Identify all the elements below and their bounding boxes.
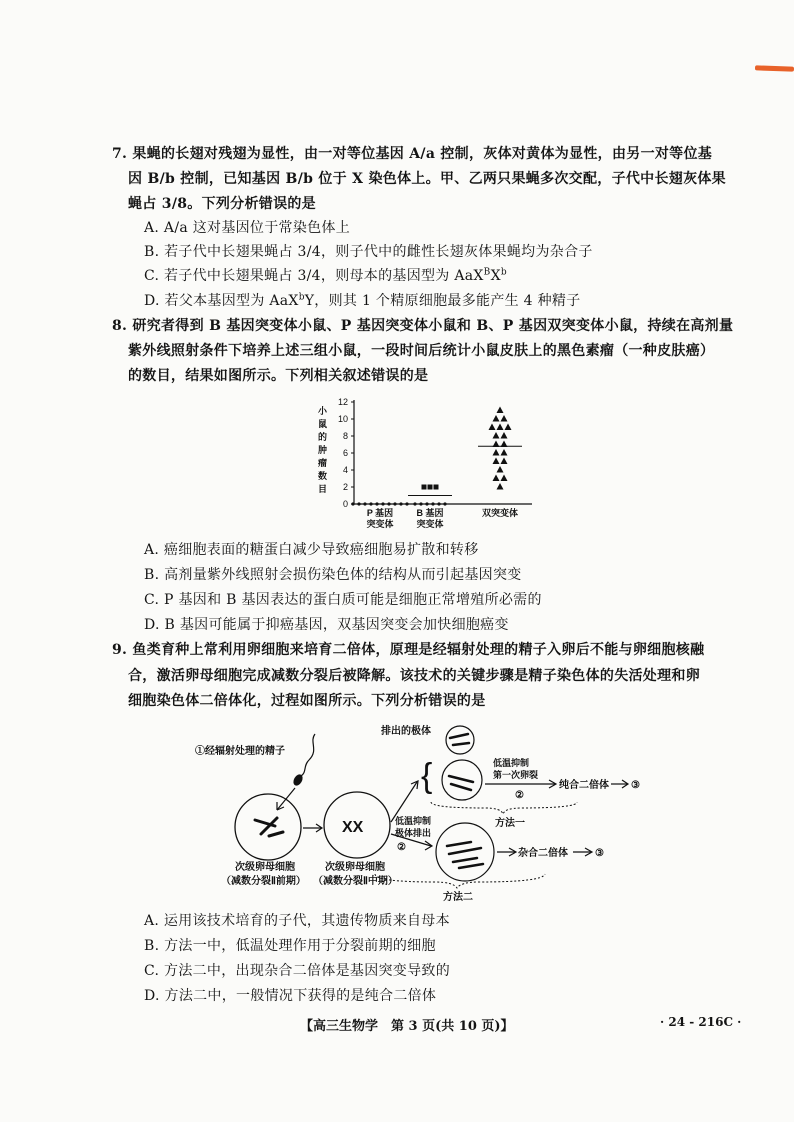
y-axis-label-char: 目 <box>318 484 328 494</box>
q7-option-c: C. 若子代中长翅果蝇占 3/4，则母本的基因型为 $AaX^BX^b$ <box>144 267 507 284</box>
y-axis-label-char: 数 <box>318 471 328 481</box>
q8-option-c: C. P 基因和 B 基因表达的蛋白质可能是细胞正常增殖所必需的 <box>144 592 542 608</box>
process-diagram <box>185 722 655 910</box>
y-tick-label: 6 <box>342 448 348 458</box>
data-point-dot <box>351 502 354 505</box>
footer-page-info: 【高三生物学 第 3 页(共 10 页)】 <box>300 1019 514 1034</box>
data-point-triangle <box>497 466 504 473</box>
x-category-label: 突变体 <box>366 519 394 529</box>
y-tick-label: 12 <box>337 397 348 407</box>
y-axis-label-char: 肿 <box>318 445 328 455</box>
data-point-triangle <box>501 475 508 482</box>
q9-option-c: C. 方法二中，出现杂合二倍体是基因突变导致的 <box>144 963 451 979</box>
data-point-triangle <box>501 432 508 439</box>
q9-stem-line-1: 9. 鱼类育种上常利用卵细胞来培育二倍体，原理是经辐射处理的精子入卵后不能与卵细胞核融 <box>112 642 705 658</box>
q9-option-b: B. 方法一中，低温处理作用于分裂前期的细胞 <box>144 938 436 954</box>
data-point-dot <box>413 502 416 505</box>
method1-bracket <box>431 802 577 814</box>
q7-stem-line-2: 因 B/b 控制，已知基因 B/b 位于 X 染色体上。甲、乙两只果蝇多次交配，子代中长翅灰体果 <box>128 171 726 187</box>
data-point-triangle <box>501 458 508 465</box>
data-point-triangle <box>493 475 500 482</box>
x-category-label: P 基因 <box>366 508 394 518</box>
label-method2: 方法二 <box>443 892 473 903</box>
label-first-cleavage: 第一次卵裂 <box>493 770 539 780</box>
data-point-dot <box>431 502 434 505</box>
data-point-dot <box>425 502 428 505</box>
q7-option-a: A. A/a 这对基因位于常染色体上 <box>144 220 351 236</box>
data-point-triangle <box>493 415 500 422</box>
sperm-tail <box>301 734 315 776</box>
data-point-triangle <box>493 432 500 439</box>
q8-stem-line-1: 8. 研究者得到 B 基因突变体小鼠、P 基因突变体小鼠和 B、P 基因双突变体小鼠，持续在高剂量 <box>112 318 734 334</box>
label-polar-body: 排出的极体 <box>381 726 431 737</box>
chromosomes-1-icon <box>255 818 283 836</box>
q9-stem-line-2: 合，激活卵母细胞完成减数分裂后被降解。该技术的关键步骤是精子染色体的失活处理和卵 <box>128 668 700 684</box>
x-category-label: 突变体 <box>416 519 444 529</box>
y-axis-label-char: 瘤 <box>318 458 328 468</box>
x-category-label: 双突变体 <box>481 508 519 518</box>
data-point-triangle <box>493 449 500 456</box>
y-tick-label: 4 <box>342 465 348 475</box>
footer-code: · 24 - 216C · <box>660 1015 742 1029</box>
q7-stem-line-1: 7. 果蝇的长翅对残翅为显性，由一对等位基因 A/a 控制，灰体对黄体为显性，由另一对等位基 <box>112 146 713 162</box>
data-point-dot <box>419 502 422 505</box>
data-point-square <box>422 485 427 490</box>
step-3b: ③ <box>595 848 604 859</box>
q8-stem-line-3: 的数目，结果如图所示。下列相关叙述错误的是 <box>128 368 429 384</box>
label-heterozygous-diploid: 杂合二倍体 <box>518 848 568 859</box>
y-tick-label: 2 <box>342 482 348 492</box>
y-tick-label: 0 <box>342 499 348 509</box>
label-cold-1: 低温抑制 <box>493 758 530 768</box>
q7-option-b: B. 若子代中长翅果蝇占 3/4，则子代中的雌性长翅灰体果蝇均为杂合子 <box>144 244 593 260</box>
y-axis-label-char: 鼠 <box>318 419 328 429</box>
y-tick-label: 8 <box>342 431 348 441</box>
data-point-triangle <box>489 424 496 431</box>
data-point-triangle <box>493 458 500 465</box>
label-cold-2: 低温抑制 <box>395 816 432 826</box>
data-point-square <box>434 485 439 490</box>
q9-stem-line-3: 细胞染色体二倍体化，过程如图所示。下列分析错误的是 <box>128 693 486 709</box>
tumor-count-scatter-chart <box>310 392 540 532</box>
label-cell2-phase: （减数分裂Ⅱ中期） <box>313 876 398 887</box>
y-axis-label-char: 小 <box>318 406 328 416</box>
data-point-dot <box>437 502 440 505</box>
data-point-triangle <box>501 449 508 456</box>
q8-stem-line-2: 紫外线照射条件下培养上述三组小鼠，一段时间后统计小鼠皮肤上的黑色素瘤（一种皮肤癌） <box>128 343 715 359</box>
label-irradiated-sperm: ①经辐射处理的精子 <box>195 746 285 757</box>
label-cell1-phase: （减数分裂Ⅱ前期） <box>221 876 306 887</box>
data-point-dot <box>443 502 446 505</box>
data-point-triangle <box>497 483 504 490</box>
q8-option-b: B. 高剂量紫外线照射会损伤染色体的结构从而引起基因突变 <box>144 567 522 583</box>
data-point-triangle <box>497 424 504 431</box>
q9-option-a: A. 运用该技术培育的子代，其遗传物质来自母本 <box>144 913 450 929</box>
data-point-dot <box>405 502 408 505</box>
step-2a: ② <box>515 790 524 801</box>
q8-option-a: A. 癌细胞表面的糖蛋白减少导致癌细胞易扩散和转移 <box>144 542 479 558</box>
step-2b: ② <box>397 842 406 853</box>
label-polar-body-release: 极体排出 <box>395 828 432 838</box>
step-3a: ③ <box>631 780 640 791</box>
q8-option-d: D. B 基因可能属于抑癌基因，双基因突变会加快细胞癌变 <box>144 617 509 633</box>
label-homozygous-diploid: 纯合二倍体 <box>559 780 609 791</box>
q9-option-d: D. 方法二中，一般情况下获得的是纯合二倍体 <box>144 988 437 1004</box>
data-point-triangle <box>501 415 508 422</box>
label-method1: 方法一 <box>495 818 525 829</box>
brace-icon: { <box>421 757 433 795</box>
polar-body-cell <box>446 726 474 754</box>
q7-stem-line-3: 蝇占 3/8。下列分析错误的是 <box>128 196 316 212</box>
orange-margin-mark <box>755 65 794 71</box>
data-point-triangle <box>497 407 504 414</box>
label-cell1: 次级卵母细胞 <box>235 862 295 873</box>
chromosomes-2-icon: XX <box>342 819 364 836</box>
y-axis-label-char: 的 <box>318 432 328 442</box>
label-cell2: 次级卵母细胞 <box>325 862 385 873</box>
x-category-label: B 基因 <box>416 508 444 518</box>
q7-option-d: D. 若父本基因型为 AaX$^b$Y，则其 1 个精原细胞最多能产生 4 种精子 <box>144 292 581 309</box>
data-point-triangle <box>505 424 512 431</box>
data-point-square <box>428 485 433 490</box>
y-tick-label: 10 <box>337 414 348 424</box>
